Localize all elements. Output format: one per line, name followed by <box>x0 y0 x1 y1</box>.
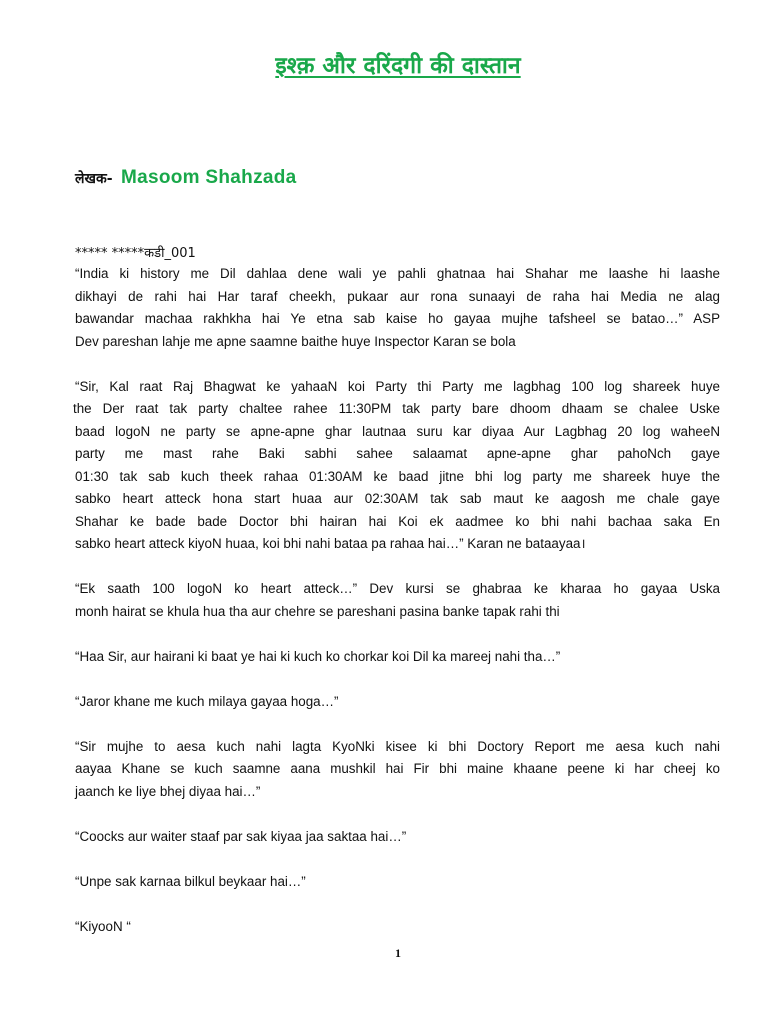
paragraph-gap <box>75 353 720 376</box>
story-body <box>75 263 720 938</box>
text-line: dikhayi de rahi hai Har taraf cheekh, pukaar aur rona sunaayi de raha hai Media ne alag <box>75 288 720 304</box>
paragraph-gap <box>75 713 720 736</box>
author-line <box>75 167 297 189</box>
text-line: “Sir, Kal raat Raj Bhagwat ke yahaaN koi Party thi Party me lagbhag 100 log shareek huye <box>75 378 720 394</box>
text-line: 01:30 tak sab kuch theek rahaa 01:30AM ke baad jitne bhi log party me shareek huye the <box>75 468 720 484</box>
text-line: “KiyooN “ <box>75 918 131 934</box>
paragraph-gap <box>75 848 720 871</box>
text-line: Dev pareshan lahje me apne saamne baithe huye Inspector Karan se bola <box>75 333 516 349</box>
text-line: monh hairat se khula hua tha aur chehre se pareshani pasina banke tapak rahi thi <box>75 603 560 619</box>
text-line: bawandar machaa rakhkha hai Ye etna sab kaise ho gayaa mujhe tafsheel se batao…” ASP <box>75 311 720 326</box>
text-line: “Jaror khane me kuch milaya gayaa hoga…” <box>75 693 339 709</box>
text-line: sabko heart atteck hona start huaa aur 02:30AM tak sab maut ke aagosh me chale gaye <box>75 491 720 506</box>
paragraph-gap <box>75 556 720 579</box>
text-line: jaanch ke liye bhej diyaa hai…” <box>75 783 261 799</box>
text-line: baad logoN ne party se apne-apne ghar lautnaa suru kar diyaa Aur Lagbhag 20 log waheeN <box>75 423 720 439</box>
text-line: “Sir mujhe to aesa kuch nahi lagta KyoNki kisee ki bhi Doctory Report me aesa kuch nahi <box>75 738 720 754</box>
episode-marker: ***** *****कडी_001 <box>75 246 196 261</box>
text-line: party me mast rahe Baki sabhi sahee salaamat apne-apne ghar pahoNch gaye <box>75 446 720 461</box>
text-line: aayaa Khane se kuch saamne aana mushkil hai Fir bhi maine khaane peene ki har cheej ko <box>75 761 720 776</box>
text-line: “Ek saath 100 logoN ko heart atteck…” Dev kursi se ghabraa ke kharaa ho gayaa Uska <box>75 581 720 596</box>
page-number: 1 <box>395 946 401 960</box>
text-line: the Der raat tak party chaltee rahee 11:30PM tak party bare dhoom dhaam se chalee Uske <box>73 401 720 416</box>
text-line: “Unpe sak karnaa bilkul beykaar hai…” <box>75 873 306 889</box>
paragraph-gap <box>75 893 720 916</box>
text-line: sabko heart atteck kiyoN huaa, koi bhi nahi bataa pa rahaa hai…” Karan ne bataayaa। <box>75 536 586 551</box>
text-line: “Coocks aur waiter staaf par sak kiyaa jaa saktaa hai…” <box>75 828 407 844</box>
paragraph-gap <box>75 803 720 826</box>
text-line: Shahar ke bade bade Doctor bhi hairan hai Koi ek aadmee ko bhi nahi bachaa saka En <box>75 513 720 529</box>
text-line: “India ki history me Dil dahlaa dene wali ye pahli ghatnaa hai Shahar me laashe hi laashe <box>75 266 720 281</box>
author-label: लेखक- <box>75 171 113 187</box>
story-title: इश्क़ और दरिंदगी की दास्तान <box>275 53 521 79</box>
author-name: Masoom Shahzada <box>120 167 297 188</box>
paragraph-gap <box>75 623 720 646</box>
paragraph-gap <box>75 668 720 691</box>
text-line: “Haa Sir, aur hairani ki baat ye hai ki kuch ko chorkar koi Dil ka mareej nahi tha…” <box>75 648 561 664</box>
